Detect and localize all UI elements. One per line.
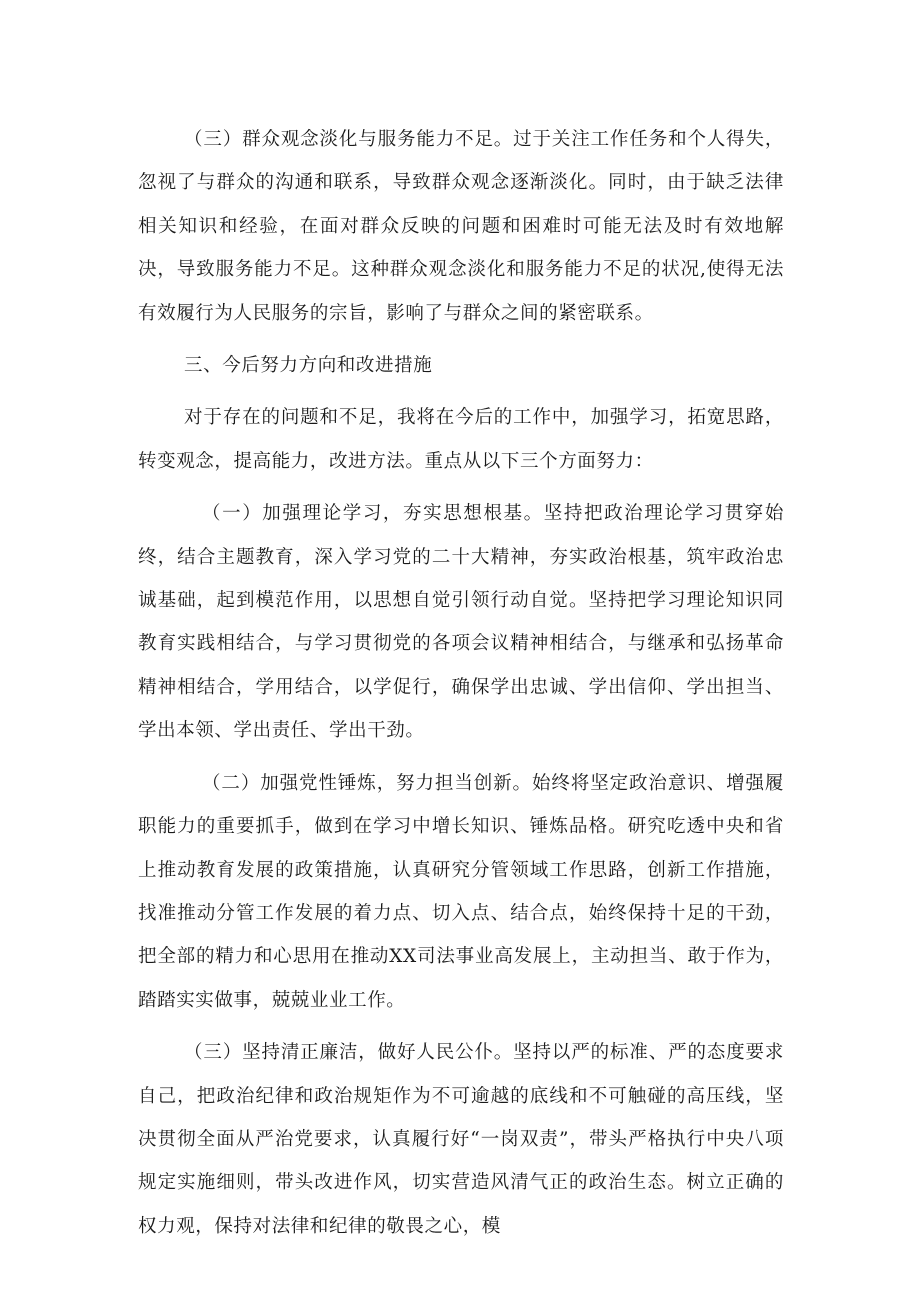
document-body [138,118,784,1257]
paragraph-intro-efforts: 对于存在的问题和不足，我将在今后的工作中，加强学习，拓宽思路，转变观念，提高能力，改进方法。重点从以下三个方面努力： [138,407,784,472]
paragraph-party-spirit: （二）加强党性锤炼，努力担当创新。始终将坚定政治意识、增强履职能力的重要抓手，做到在学习中增长知识、锤炼品格。研究吃透中央和省上推动教育发展的政策措施，认真研究分管领域工作思路，创新工作措施，找准推动分管工作发展的着力点、切入点、结合点，始终保持十足的干劲，把全部的精力和心思用在推动XX司法事业高发展上，主动担当、敢于作为，踏踏实实做事，兢兢业业工作。 [138,772,784,1011]
paragraph-theory-study: （一）加强理论学习，夯实思想根基。坚持把政治理论学习贯穿始终，结合主题教育，深入学习党的二十大精神，夯实政治根基，筑牢政治忠诚基础，起到模范作用，以思想自觉引领行动自觉。坚持把学习理论知识同教育实践相结合，与学习贯彻党的各项会议精神相结合，与继承和弘扬革命精神相结合，学用结合，以学促行，确保学出忠诚、学出信仰、学出担当、学出本领、学出责任、学出干劲。 [138,503,784,742]
section-heading-improvement: 三、今后努力方向和改进措施 [184,355,433,377]
paragraph-mass-awareness: （三）群众观念淡化与服务能力不足。过于关注工作任务和个人得失，忽视了与群众的沟通和联系，导致群众观念逐渐淡化。同时，由于缺乏法律相关知识和经验，在面对群众反映的问题和困难时可能无法及时有效地解决，导致服务能力不足。这种群众观念淡化和服务能力不足的状况,使得无法有效履行为人民服务的宗旨，影响了与群众之间的紧密联系。 [138,129,784,324]
paragraph-integrity: （三）坚持清正廉洁，做好人民公仆。坚持以严的标准、严的态度要求自己，把政治纪律和政治规矩作为不可逾越的底线和不可触碰的高压线，坚决贯彻全面从严治党要求，认真履行好“一岗双责”，带头严格执行中央八项规定实施细则，带头改进作风，切实营造风清气正的政治生态。树立正确的权力观，保持对法律和纪律的敬畏之心，模 [138,1042,784,1237]
